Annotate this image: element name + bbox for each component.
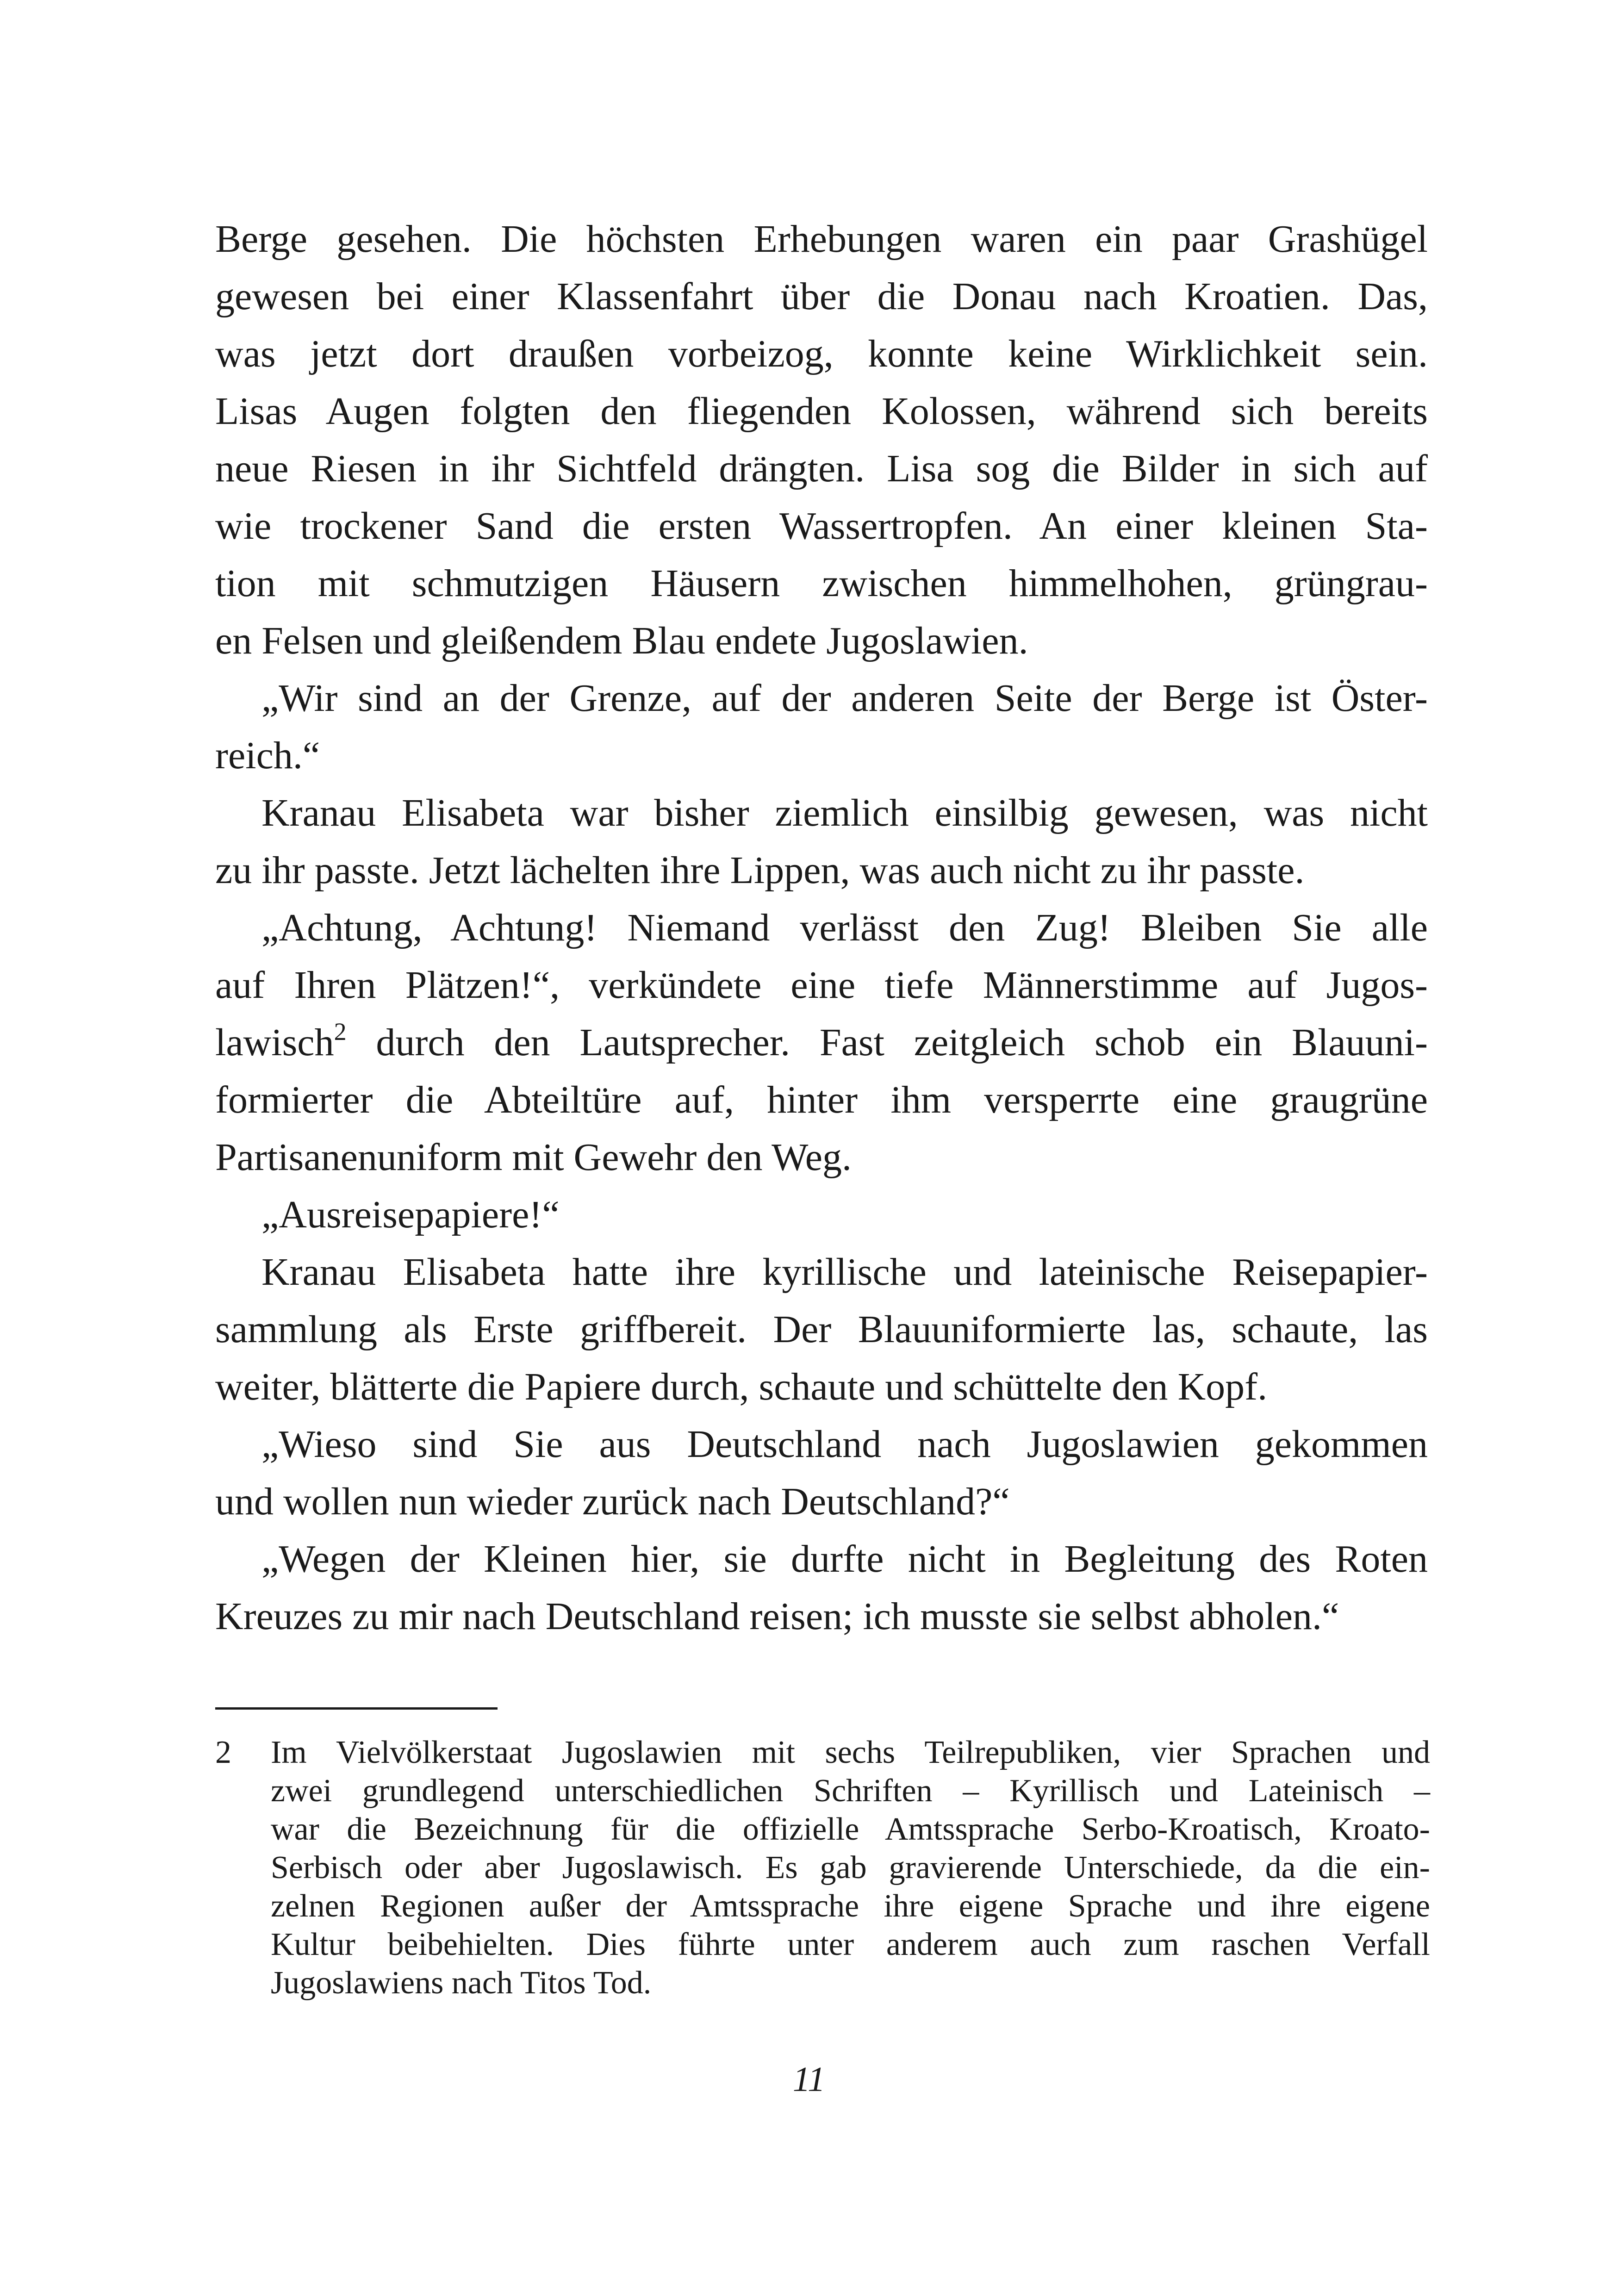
text-line: Kranau Elisabeta war bisher ziemlich einsilbig gewesen, was nicht [261,791,1428,834]
footnote-reference[interactable]: 2 [334,1018,347,1045]
text-line: zu ihr passte. Jetzt lächelten ihre Lippen, was auch nicht zu ihr passte. [215,849,1305,892]
text-line: „Ausreisepapiere!“ [261,1193,560,1236]
footnote-line: zwei grundlegend unterschiedlichen Schriften – Kyrillisch und Lateinisch – [271,1773,1430,1809]
text-line: Lisas Augen folgten den fliegenden Kolossen, während sich bereits [215,390,1428,433]
text-line: Kreuzes zu mir nach Deutschland reisen; ich musste sie selbst abholen.“ [215,1595,1339,1638]
page-number: 11 [792,2060,826,2099]
text-line: Berge gesehen. Die höchsten Erhebungen waren ein paar Grashügel [215,218,1428,261]
text-line-with-footnote-ref [215,1014,1428,1071]
footnote-divider [215,1707,498,1710]
footnote-line: Im Vielvölkerstaat Jugoslawien mit sechs Teilrepubliken, vier Sprachen und [271,1735,1430,1770]
footnote-line: war die Bezeichnung für die offizielle Amtssprache Serbo-Kroatisch, Kroato- [271,1811,1430,1847]
footnote-line: Kultur beibehielten. Dies führte unter anderem auch zum raschen Verfall [271,1927,1430,1962]
body-text [215,211,1428,1645]
text-line: was jetzt dort draußen vorbeizog, konnte keine Wirklichkeit sein. [215,332,1428,375]
text-segment: lawisch [215,1021,334,1064]
text-line: „Wegen der Kleinen hier, sie durfte nicht in Begleitung des Roten [261,1537,1428,1580]
text-line: „Wieso sind Sie aus Deutschland nach Jugoslawien gekommen [261,1423,1428,1466]
text-line: „Wir sind an der Grenze, auf der anderen Seite der Berge ist Öster- [261,677,1428,720]
text-line: neue Riesen in ihr Sichtfeld drängten. Lisa sog die Bilder in sich auf [215,447,1428,490]
text-line: und wollen nun wieder zurück nach Deutschland?“ [215,1480,1010,1523]
footnote-number: 2 [215,1735,231,1770]
text-line: Kranau Elisabeta hatte ihre kyrillische und lateinische Reisepapier- [261,1251,1428,1294]
text-line: sammlung als Erste griffbereit. Der Blauuniformierte las, schaute, las [215,1308,1428,1351]
text-line: gewesen bei einer Klassenfahrt über die Donau nach Kroatien. Das, [215,275,1428,318]
text-line: en Felsen und gleißendem Blau endete Jugoslawien. [215,619,1028,662]
text-segment: durch den Lautsprecher. Fast zeitgleich schob ein Blauuni- [346,1021,1428,1064]
text-line: tion mit schmutzigen Häusern zwischen himmelhohen, grüngrau- [215,562,1428,605]
text-line: weiter, blätterte die Papiere durch, schaute und schüttelte den Kopf. [215,1365,1268,1408]
text-line: auf Ihren Plätzen!“, verkündete eine tiefe Männerstimme auf Jugos- [215,964,1428,1007]
text-line: „Achtung, Achtung! Niemand verlässt den Zug! Bleiben Sie alle [261,906,1428,949]
footnote-line: Serbisch oder aber Jugoslawisch. Es gab gravierende Unterschiede, da die ein- [271,1850,1430,1885]
text-line: wie trockener Sand die ersten Wassertropfen. An einer kleinen Sta- [215,504,1428,548]
footnote-line: zelnen Regionen außer der Amtssprache ihre eigene Sprache und ihre eigene [271,1888,1430,1924]
text-line: reich.“ [215,734,320,777]
footnote-text [271,1733,1430,2002]
footnote-line: Jugoslawiens nach Titos Tod. [271,1965,652,2001]
text-line: formierter die Abteiltüre auf, hinter ihm versperrte eine graugrüne [215,1078,1428,1121]
text-line: Partisanenuniform mit Gewehr den Weg. [215,1136,852,1179]
